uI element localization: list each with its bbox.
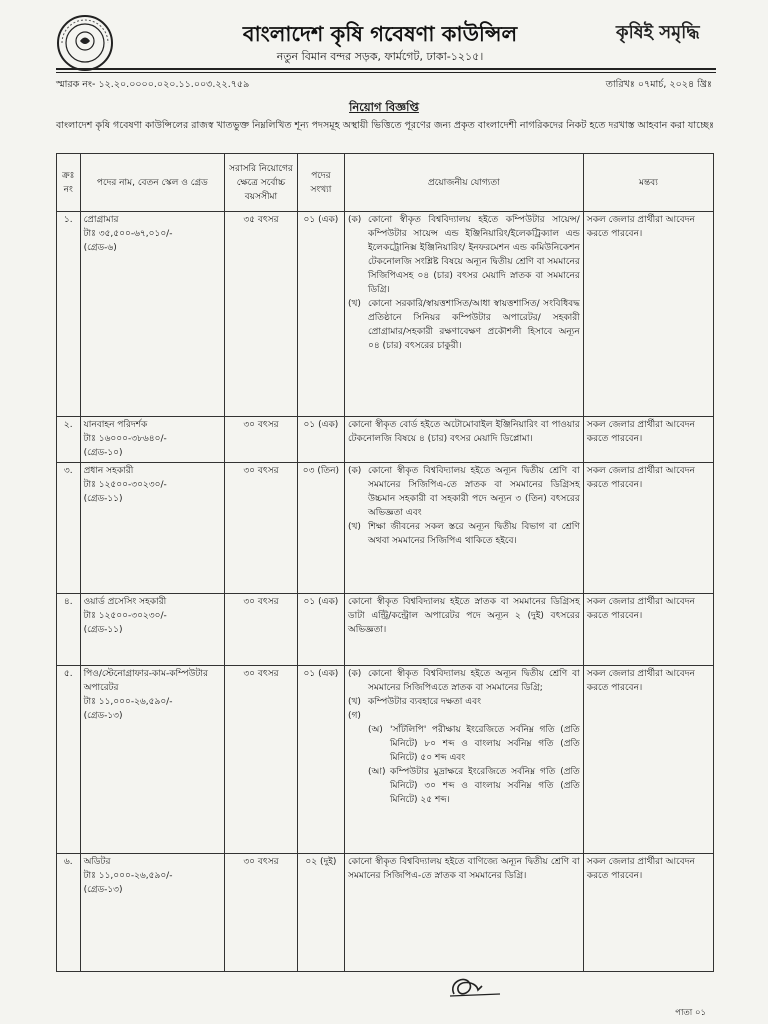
row-remarks: সকল জেলার প্রার্থীরা আবেদন করতে পারবেন। <box>583 854 713 972</box>
table-row <box>57 854 714 972</box>
header-count: পদের সংখ্যা <box>297 154 344 212</box>
qualification-text: কোনো স্বীকৃত বিশ্ববিদ্যালয় হইতে অন্যূন দ্বিতীয় শ্রেণি বা সমমানের সিজিপিএতে স্নাতক বা সমমানের ডিগ্রি; <box>367 669 580 693</box>
qualification-item <box>348 520 580 548</box>
qualification-item <box>348 855 580 883</box>
qualification-label: (খ) <box>347 522 361 532</box>
qualification-subitem <box>348 765 580 807</box>
qualification-item <box>348 464 580 520</box>
post-post-name: প্রোগ্রামার <box>83 215 119 225</box>
row-serial: ৪. <box>57 594 81 666</box>
post-grade: (গ্রেড-১৩) <box>83 885 123 895</box>
notice-title: নিয়োগ বিজ্ঞপ্তি <box>349 100 419 114</box>
qualification-subtext: কম্পিউটার মুদ্রাক্ষরে ইংরেজিতে সর্বনিম্ন গতি (প্রতি মিনিটে) ৩০ শব্দ ও বাংলায় সর্বনিম্ন গতি (প্রতি মিনিটে) ২৫ শব্দ। <box>389 767 580 805</box>
row-age-limit: ৩০ বৎসর <box>225 463 298 594</box>
row-age-limit: ৩০ বৎসর <box>225 417 298 463</box>
vacancy-table <box>56 153 714 972</box>
row-post <box>80 666 225 854</box>
header-qualification: প্রয়োজনীয় যোগ্যতা <box>344 154 583 212</box>
row-post <box>80 854 225 972</box>
row-remarks: সকল জেলার প্রার্থীরা আবেদন করতে পারবেন। <box>583 212 713 417</box>
post-scale: টাঃ ১৬০০০-৩৮৬৪০/- <box>83 434 167 444</box>
qualification-item <box>348 695 580 709</box>
row-post <box>80 463 225 594</box>
signature-icon <box>440 968 520 1008</box>
intro-paragraph: বাংলাদেশ কৃষি গবেষণা কাউন্সিলের রাজস্ব খাতভুক্ত নিম্নলিখিত শূন্য পদসমূহ অস্থায়ী ভিত্তিতে পূরণের জন্য প্রকৃত বাংলাদেশী নাগরিকদের নিকট হতে দরখাস্ত আহবান করা যাচ্ছেঃ <box>56 120 715 131</box>
row-qualification <box>344 666 583 854</box>
qualification-text: কোনো স্বীকৃত বিশ্ববিদ্যালয় হইতে বাণিজ্যে অন্যূন দ্বিতীয় শ্রেণি বা সমমানের সিজিপিএ-তে স্নাতক বা সমমানের ডিগ্রি। <box>347 857 580 881</box>
qualification-text: কোনো স্বীকৃত বিশ্ববিদ্যালয় হইতে কম্পিউটার সায়েন্স/কম্পিউটার সায়েন্স এন্ড ইঞ্জিনিয়ারিং/ইলেকট্রিক্যাল এন্ড ইলেকট্রোনিক্স ইঞ্জিনিয়ারিং/ ইনফরমেশন এন্ড কমিউনিকেশন টেকনোলজি সংশ্লিষ্ট বিষয়ে অন্যূন দ্বিতীয় শ্রেণি বা সমমানের সিজিপিএসহ ০৪ (চার) বৎসর মেয়াদি স্নাতক বা সমমানের ডিগ্রি। <box>367 215 580 295</box>
qualification-sublabel: (অ) <box>367 725 383 735</box>
qualification-item <box>348 667 580 695</box>
qualification-label: (খ) <box>347 697 361 707</box>
row-age-limit: ৩০ বৎসর <box>225 666 298 854</box>
row-remarks: সকল জেলার প্রার্থীরা আবেদন করতে পারবেন। <box>583 594 713 666</box>
row-qualification <box>344 212 583 417</box>
post-grade: (গ্রেড-১১) <box>83 625 123 635</box>
row-qualification <box>344 594 583 666</box>
qualification-label: (খ) <box>347 299 361 309</box>
table-row <box>57 594 714 666</box>
qualification-item <box>348 297 580 353</box>
qualification-sublabel: (আ) <box>367 767 386 777</box>
row-remarks: সকল জেলার প্রার্থীরা আবেদন করতে পারবেন। <box>583 463 713 594</box>
row-post-count: ০১ (এক) <box>297 666 344 854</box>
post-grade: (গ্রেড-১১) <box>83 494 123 504</box>
post-post-name: ওয়ার্ড প্রসেসিং সহকারী <box>83 597 167 607</box>
row-remarks: সকল জেলার প্রার্থীরা আবেদন করতে পারবেন। <box>583 666 713 854</box>
qualification-item <box>348 709 580 723</box>
table-row <box>57 666 714 854</box>
header-age: সরাসরি নিয়োগের ক্ষেত্রে সর্বোচ্চ বয়সসীমা <box>225 154 298 212</box>
table-row <box>57 212 714 417</box>
row-age-limit: ৩০ বৎসর <box>225 854 298 972</box>
row-post <box>80 417 225 463</box>
row-serial: ৬. <box>57 854 81 972</box>
row-post-count: ০১ (এক) <box>297 212 344 417</box>
row-serial: ৩. <box>57 463 81 594</box>
post-post-name: প্রধান সহকারী <box>83 466 134 476</box>
org-address: নতুন বিমান বন্দর সড়ক, ফার্মগেট, ঢাকা-১২১৫। <box>276 50 484 63</box>
row-qualification <box>344 854 583 972</box>
header-divider <box>56 68 716 70</box>
qualification-label: (ক) <box>347 215 362 225</box>
qualification-item <box>348 418 580 446</box>
post-post-name: যানবাহন পরিদর্শক <box>83 420 148 430</box>
row-post-count: ০১ (এক) <box>297 594 344 666</box>
qualification-text: কোনো স্বীকৃত বিশ্ববিদ্যালয় হইতে স্নাতক বা সমমানের ডিগ্রিসহ ডাটা এন্ট্রি/কন্ট্রোল অপারেটর পদে অন্যূন ২ (দুই) বৎসরের অভিজ্ঞতা। <box>347 597 580 635</box>
post-scale: টাঃ ১১,০০০-২৬,৫৯০/- <box>83 871 173 881</box>
post-post-name: অডিটর <box>83 857 111 867</box>
qualification-label: (ক) <box>347 669 362 679</box>
post-grade: (গ্রেড-১০) <box>83 448 123 458</box>
qualification-item <box>348 213 580 297</box>
header-divider-thin <box>56 72 716 73</box>
row-age-limit: ৩৫ বৎসর <box>225 212 298 417</box>
barc-logo-icon <box>56 14 114 72</box>
qualification-subtext: 'সাঁটলিপি' পরীক্ষায় ইংরেজিতে সর্বনিম্ন গতি (প্রতি মিনিটে) ৮০ শব্দ ও বাংলায় সর্বনিম্ন গতি (প্রতি মিনিটে) ৫০ শব্দ এবং <box>389 725 580 763</box>
qualification-subitem <box>348 723 580 765</box>
qualification-text: কম্পিউটার ব্যবহারে দক্ষতা এবং <box>367 697 481 707</box>
qualification-text: কোনো স্বীকৃত বিশ্ববিদ্যালয় হইতে অন্যূন দ্বিতীয় শ্রেণি বা সমমানের সিজিপিএ-তে স্নাতক বা সমমানের ডিগ্রিসহ উচ্চমান সহকারী বা সহকারী পদে অন্যূন ৩ (তিন) বৎসরের অভিজ্ঞতা এবং <box>367 466 580 518</box>
row-post <box>80 594 225 666</box>
table-row <box>57 417 714 463</box>
qualification-label: (ক) <box>347 466 362 476</box>
post-grade: (গ্রেড-১৩) <box>83 711 123 721</box>
post-scale: টাঃ ১২৫০০-৩০২৩০/- <box>83 611 167 621</box>
qualification-label: (গ) <box>347 711 361 721</box>
table-row <box>57 463 714 594</box>
post-post-name: পিও/স্টেনোগ্রাফার-কাম-কম্পিউটার অপারেটর <box>83 669 208 693</box>
post-grade: (গ্রেড-৬) <box>83 243 117 253</box>
qualification-text: শিক্ষা জীবনের সকল স্তরে অন্যূন দ্বিতীয় বিভাগ বা শ্রেণি অথবা সমমানের সিজিপিএ থাকিতে হইবে। <box>367 522 580 546</box>
qualification-text <box>368 709 580 723</box>
row-post <box>80 212 225 417</box>
row-age-limit: ৩০ বৎসর <box>225 594 298 666</box>
post-scale: টাঃ ৩৫,৫০০-৬৭,০১০/- <box>83 229 173 239</box>
row-serial: ১. <box>57 212 81 417</box>
qualification-text: কোনো সরকারি/স্বায়ত্তশাসিত/আধা স্বায়ত্তশাসিত/ সংবিধিবদ্ধ প্রতিষ্ঠানে সিনিয়র কম্পিউটার অপারেটর/ সহকারী প্রোগ্রামার/সহকারী রক্ষণাবেক্ষণ প্রকৌশলী হিসাবে অন্যূন ০৪ (চার) বৎসরের চাকুরী। <box>367 299 580 351</box>
header-post: পদের নাম, বেতন স্কেল ও গ্রেড <box>80 154 225 212</box>
row-remarks: সকল জেলার প্রার্থীরা আবেদন করতে পারবেন। <box>583 417 713 463</box>
post-scale: টাঃ ১১,০০০-২৬,৫৯০/- <box>83 697 173 707</box>
row-serial: ২. <box>57 417 81 463</box>
qualification-text: কোনো স্বীকৃত বোর্ড হইতে অটোমোবাইল ইঞ্জিনিয়ারিং বা পাওয়ার টেকনোলজি বিষয়ে ৪ (চার) বৎসর মেয়াদি ডিপ্লোমা। <box>347 420 580 444</box>
memo-number: স্মারক নং- ১২.২০.০০০০.০২০.১১.০০৩.২২.৭৫৯ <box>56 79 250 90</box>
row-post-count: ০২ (দুই) <box>297 854 344 972</box>
qualification-item <box>348 595 580 637</box>
slogan: কৃষিই সমৃদ্ধি <box>616 22 700 43</box>
header-sl: ক্রঃ নং <box>57 154 81 212</box>
header-remarks: মন্তব্য <box>583 154 713 212</box>
row-qualification <box>344 417 583 463</box>
row-qualification <box>344 463 583 594</box>
row-post-count: ০১ (এক) <box>297 417 344 463</box>
org-name: বাংলাদেশ কৃষি গবেষণা কাউন্সিল <box>242 22 518 46</box>
post-scale: টাঃ ১২৫০০-৩০২৩০/- <box>83 480 167 490</box>
row-serial: ৫. <box>57 666 81 854</box>
page-number: পাতা ০১ <box>675 1008 706 1018</box>
row-post-count: ০৩ (তিন) <box>297 463 344 594</box>
issue-date: তারিখঃ ০৭মার্চ, ২০২৪ খ্রিঃ <box>605 79 712 90</box>
